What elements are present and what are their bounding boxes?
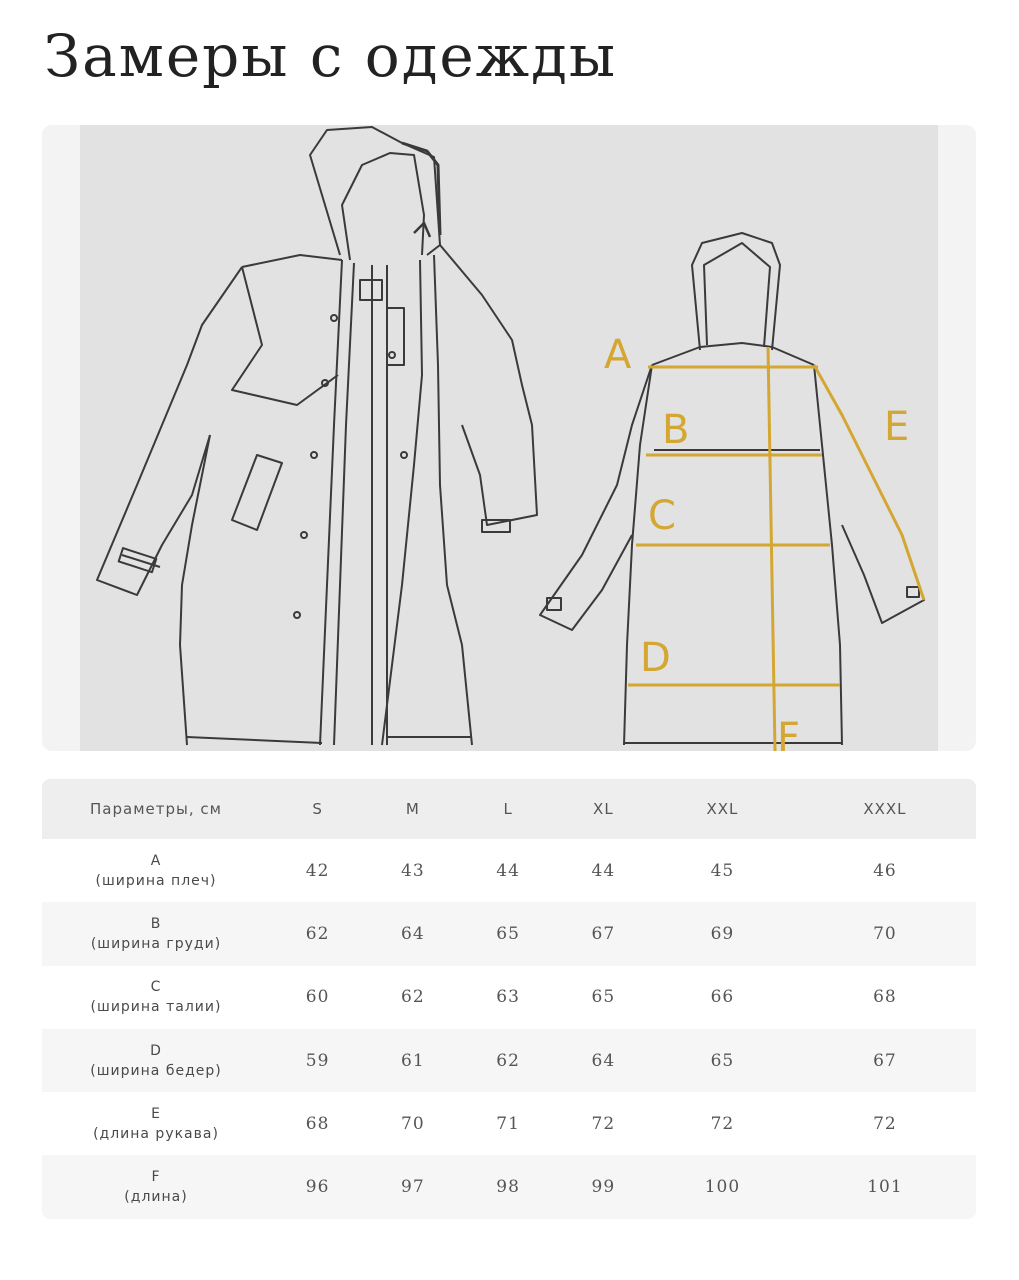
param-label bbox=[42, 1092, 270, 1155]
measure-label-f: F bbox=[777, 715, 801, 751]
param-code: C bbox=[150, 979, 162, 996]
param-name: (длина рукава) bbox=[93, 1125, 219, 1142]
measurement-diagram bbox=[42, 125, 976, 751]
table-cell: 42 bbox=[270, 839, 365, 902]
table-cell: 71 bbox=[461, 1092, 556, 1155]
measure-label-b: B bbox=[662, 407, 690, 453]
table-cell: 60 bbox=[270, 966, 365, 1029]
table-cell: 68 bbox=[270, 1092, 365, 1155]
param-code: F bbox=[151, 1169, 161, 1186]
table-row bbox=[42, 966, 976, 1029]
table-cell: 101 bbox=[794, 1155, 976, 1218]
size-header-xxxl: XXXL bbox=[794, 779, 976, 839]
table-cell: 43 bbox=[365, 839, 460, 902]
table-row bbox=[42, 1092, 976, 1155]
table-row bbox=[42, 839, 976, 902]
table-cell: 64 bbox=[365, 902, 460, 965]
table-cell: 65 bbox=[461, 902, 556, 965]
param-code: D bbox=[150, 1042, 162, 1059]
table-cell: 65 bbox=[556, 966, 651, 1029]
table-cell: 62 bbox=[270, 902, 365, 965]
param-name: (ширина бедер) bbox=[90, 1062, 222, 1079]
param-label bbox=[42, 902, 270, 965]
table-cell: 67 bbox=[556, 902, 651, 965]
table-cell: 97 bbox=[365, 1155, 460, 1218]
table-cell: 70 bbox=[794, 902, 976, 965]
table-cell: 72 bbox=[794, 1092, 976, 1155]
param-column-header: Параметры, см bbox=[42, 779, 270, 839]
param-code: A bbox=[150, 852, 162, 869]
size-header-xxl: XXL bbox=[651, 779, 794, 839]
param-label bbox=[42, 1155, 270, 1218]
table-cell: 99 bbox=[556, 1155, 651, 1218]
table-cell: 64 bbox=[556, 1029, 651, 1092]
param-label bbox=[42, 839, 270, 902]
size-header-m: M bbox=[365, 779, 460, 839]
size-table bbox=[42, 779, 976, 1219]
param-code: E bbox=[151, 1105, 161, 1122]
page-title: Замеры с одежды bbox=[44, 22, 617, 90]
table-row bbox=[42, 1155, 976, 1218]
table-cell: 62 bbox=[461, 1029, 556, 1092]
size-header-l: L bbox=[461, 779, 556, 839]
table-cell: 61 bbox=[365, 1029, 460, 1092]
param-label bbox=[42, 966, 270, 1029]
table-cell: 100 bbox=[651, 1155, 794, 1218]
measure-label-e: E bbox=[884, 404, 910, 450]
table-cell: 66 bbox=[651, 966, 794, 1029]
table-cell: 59 bbox=[270, 1029, 365, 1092]
table-cell: 70 bbox=[365, 1092, 460, 1155]
param-name: (ширина плеч) bbox=[95, 872, 217, 889]
param-code: B bbox=[150, 915, 162, 932]
table-row bbox=[42, 902, 976, 965]
param-label bbox=[42, 1029, 270, 1092]
table-cell: 46 bbox=[794, 839, 976, 902]
table-cell: 68 bbox=[794, 966, 976, 1029]
param-name: (длина) bbox=[124, 1189, 188, 1206]
table-cell: 69 bbox=[651, 902, 794, 965]
table-cell: 45 bbox=[651, 839, 794, 902]
table-cell: 67 bbox=[794, 1029, 976, 1092]
table-row bbox=[42, 1029, 976, 1092]
table-cell: 62 bbox=[365, 966, 460, 1029]
table-cell: 96 bbox=[270, 1155, 365, 1218]
param-name: (ширина груди) bbox=[90, 935, 222, 952]
table-cell: 72 bbox=[651, 1092, 794, 1155]
table-cell: 63 bbox=[461, 966, 556, 1029]
measure-label-d: D bbox=[640, 635, 671, 681]
table-cell: 65 bbox=[651, 1029, 794, 1092]
size-header-s: S bbox=[270, 779, 365, 839]
table-cell: 44 bbox=[461, 839, 556, 902]
size-header-xl: XL bbox=[556, 779, 651, 839]
size-table-header bbox=[42, 779, 976, 839]
measure-label-c: C bbox=[648, 493, 676, 539]
table-cell: 72 bbox=[556, 1092, 651, 1155]
measure-label-a: A bbox=[604, 332, 632, 378]
param-name: (ширина талии) bbox=[90, 999, 222, 1016]
coat-illustration bbox=[42, 125, 976, 751]
table-cell: 98 bbox=[461, 1155, 556, 1218]
table-cell: 44 bbox=[556, 839, 651, 902]
